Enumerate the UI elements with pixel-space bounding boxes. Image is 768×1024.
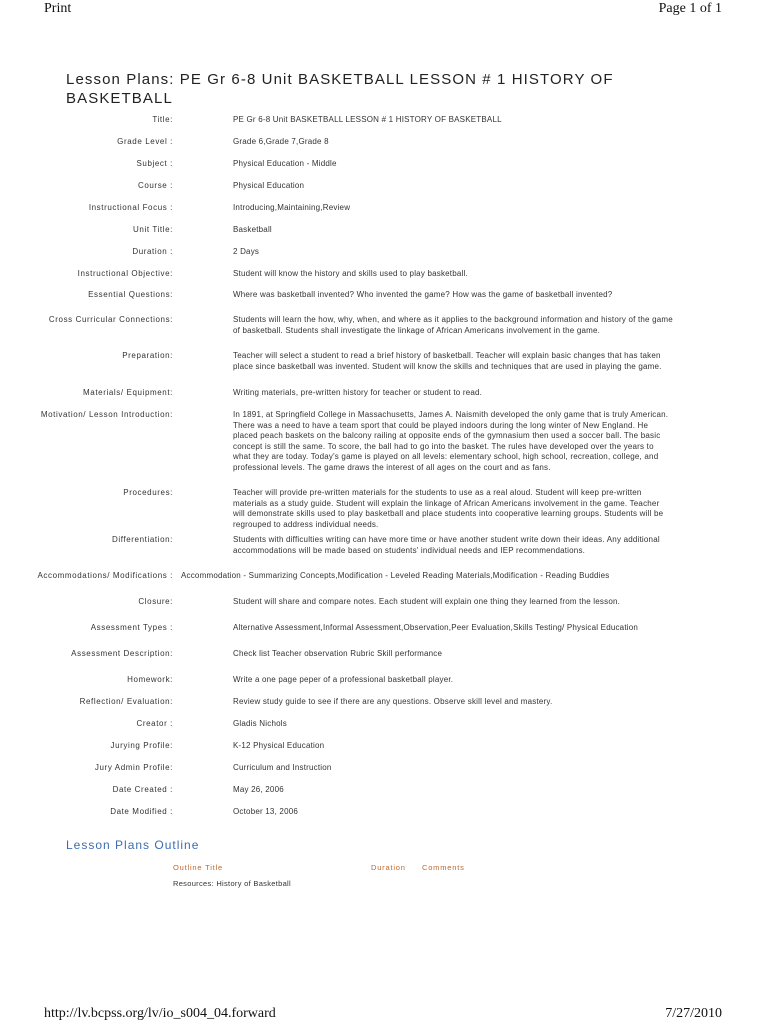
- field-value: 2 Days: [233, 247, 260, 256]
- field-row-course: [0, 181, 768, 203]
- field-value: Students will learn the how, why, when, and where as it applies to the background information and history of the game of basketball. Students shall investigate the linkage of African Americans involvement in the game.: [233, 315, 673, 335]
- field-row-jurying-profile: [0, 741, 768, 763]
- field-label: Materials/ Equipment:: [83, 388, 173, 397]
- print-date: 7/27/2010: [665, 1006, 722, 1021]
- page-count: Page 1 of 1: [658, 1, 722, 16]
- field-label: Grade Level :: [117, 137, 173, 146]
- field-row-accommodations: [0, 571, 768, 597]
- field-label: Closure:: [138, 597, 173, 606]
- outline-resources-row: [173, 879, 291, 888]
- field-row-cross-curricular: [0, 315, 768, 351]
- field-value: Teacher will select a student to read a brief history of basketball. Teacher will explain basic changes that has taken place since basketball was invented. Student will know the skills and techniques that are used in playing the game.: [233, 351, 662, 371]
- field-row-subject: [0, 159, 768, 181]
- field-row-instructional-focus: [0, 203, 768, 225]
- resources-label: Resources:: [173, 879, 214, 888]
- field-value: Check list Teacher observation Rubric Skill performance: [233, 649, 443, 658]
- field-label: Assessment Description:: [71, 649, 173, 658]
- field-row-assessment-description: [0, 649, 768, 675]
- field-row-date-created: [0, 785, 768, 807]
- field-label: Jury Admin Profile:: [94, 763, 173, 772]
- field-label: Creator :: [136, 719, 173, 728]
- field-row-jury-admin-profile: [0, 763, 768, 785]
- field-label: Procedures:: [123, 488, 173, 497]
- field-row-title: [0, 115, 768, 137]
- field-label: Instructional Focus :: [88, 203, 173, 212]
- duration-column[interactable]: Duration: [371, 863, 406, 872]
- field-value: Grade 6,Grade 7,Grade 8: [233, 137, 329, 146]
- resources-value: History of Basketball: [216, 879, 291, 888]
- field-value: Gladis Nichols: [233, 719, 287, 728]
- outline-title-column[interactable]: Outline Title: [173, 863, 224, 872]
- field-row-grade-level: [0, 137, 768, 159]
- field-row-unit-title: [0, 225, 768, 247]
- comments-column[interactable]: Comments: [422, 863, 465, 872]
- field-label: Course :: [137, 181, 173, 190]
- field-label: Title:: [152, 115, 173, 124]
- field-value: Physical Education - Middle: [233, 159, 337, 168]
- field-label: Jurying Profile:: [110, 741, 173, 750]
- field-row-duration: [0, 247, 768, 269]
- field-label: Instructional Objective:: [77, 269, 173, 278]
- field-row-date-modified: [0, 807, 768, 829]
- field-row-essential-questions: [0, 290, 768, 315]
- field-label: Unit Title:: [133, 225, 173, 234]
- field-value: Introducing,Maintaining,Review: [233, 203, 351, 212]
- field-row-assessment-types: [0, 623, 768, 649]
- field-row-materials: [0, 388, 768, 410]
- field-value: K-12 Physical Education: [233, 741, 325, 750]
- field-value: Basketball: [233, 225, 272, 234]
- field-value: Writing materials, pre-written history for teacher or student to read.: [233, 388, 483, 397]
- field-label: Duration :: [132, 247, 173, 256]
- field-label: Assessment Types :: [90, 623, 173, 632]
- print-header: [0, 0, 768, 22]
- field-label: Accommodations/ Modifications :: [37, 571, 173, 580]
- field-value: May 26, 2006: [233, 785, 284, 794]
- field-row-differentiation: [0, 535, 768, 571]
- field-label: Differentiation:: [111, 535, 173, 544]
- field-label: Subject :: [136, 159, 173, 168]
- field-value: Alternative Assessment,Informal Assessment,Observation,Peer Evaluation,Skills Testing/ Physical Education: [233, 623, 639, 632]
- page-url: http://lv.bcpss.org/lv/io_s004_04.forward: [44, 1006, 276, 1021]
- field-value: PE Gr 6-8 Unit BASKETBALL LESSON # 1 HISTORY OF BASKETBALL: [233, 115, 502, 124]
- field-label: Cross Curricular Connections:: [48, 315, 173, 324]
- lesson-details-table: [0, 115, 768, 829]
- field-value: Accommodation - Summarizing Concepts,Modification - Leveled Reading Materials,Modification - Reading Buddies: [181, 571, 610, 580]
- field-row-instructional-objective: [0, 269, 768, 290]
- field-value: Where was basketball invented? Who invented the game? How was the game of basketball invented?: [233, 290, 613, 299]
- field-label: Homework:: [127, 675, 173, 684]
- field-value: Student will know the history and skills used to play basketball.: [233, 269, 468, 278]
- field-label: Date Created :: [112, 785, 173, 794]
- field-value: Write a one page peper of a professional basketball player.: [233, 675, 454, 684]
- outline-column-headers: [0, 863, 768, 873]
- print-footer: [0, 1006, 768, 1024]
- field-value: Student will share and compare notes. Each student will explain one thing they learned from the lesson.: [233, 597, 621, 606]
- field-value: Teacher will provide pre-written materials for the students to use as a real aloud. Student will keep pre-written materials as a study guide. Student will explain the linkage of African Americans involvement in the game. Teacher will demonstrate skills used to play basketball and place students into cooperative learning groups. Students will be regrouped to address individual needs.: [233, 488, 664, 529]
- field-label: Date Modified :: [110, 807, 173, 816]
- field-value: Students with difficulties writing can have more time or have another student write down their ideas. Any additional accommodations will be made based on students' individual needs and IEP recommendations.: [233, 535, 660, 555]
- field-label: Preparation:: [122, 351, 173, 360]
- field-label: Reflection/ Evaluation:: [79, 697, 173, 706]
- outline-heading: Lesson Plans Outline: [66, 838, 200, 852]
- field-row-creator: [0, 719, 768, 741]
- field-value: Physical Education: [233, 181, 305, 190]
- field-row-reflection: [0, 697, 768, 719]
- print-label: Print: [44, 1, 72, 16]
- field-row-motivation: [0, 410, 768, 488]
- field-row-closure: [0, 597, 768, 623]
- field-label: Motivation/ Lesson Introduction:: [40, 410, 173, 419]
- field-value: October 13, 2006: [233, 807, 299, 816]
- field-value: Curriculum and Instruction: [233, 763, 332, 772]
- field-value: In 1891, at Springfield College in Massachusetts, James A. Naismith developed the only game that is truly American. There was a need to have a team sport that could be played indoors during the long winter of New England. He placed peach baskets on the balcony railing at opposite ends of the gymnasium then used a soccer ball. The basic concept is still the same. To score, the ball had to go into the basket. The rules have developed over the years to what they are today. Today's game is played on all levels: elementary school, high school, recreation, college, and professional levels. The game draws the interest of all ages on the court and as fans.: [233, 410, 669, 472]
- field-row-preparation: [0, 351, 768, 388]
- field-row-homework: [0, 675, 768, 697]
- field-row-procedures: [0, 488, 768, 535]
- page-title: Lesson Plans: PE Gr 6-8 Unit BASKETBALL LESSON # 1 HISTORY OF BASKETBALL: [66, 71, 614, 107]
- field-label: Essential Questions:: [88, 290, 173, 299]
- field-value: Review study guide to see if there are any questions. Observe skill level and mastery.: [233, 697, 553, 706]
